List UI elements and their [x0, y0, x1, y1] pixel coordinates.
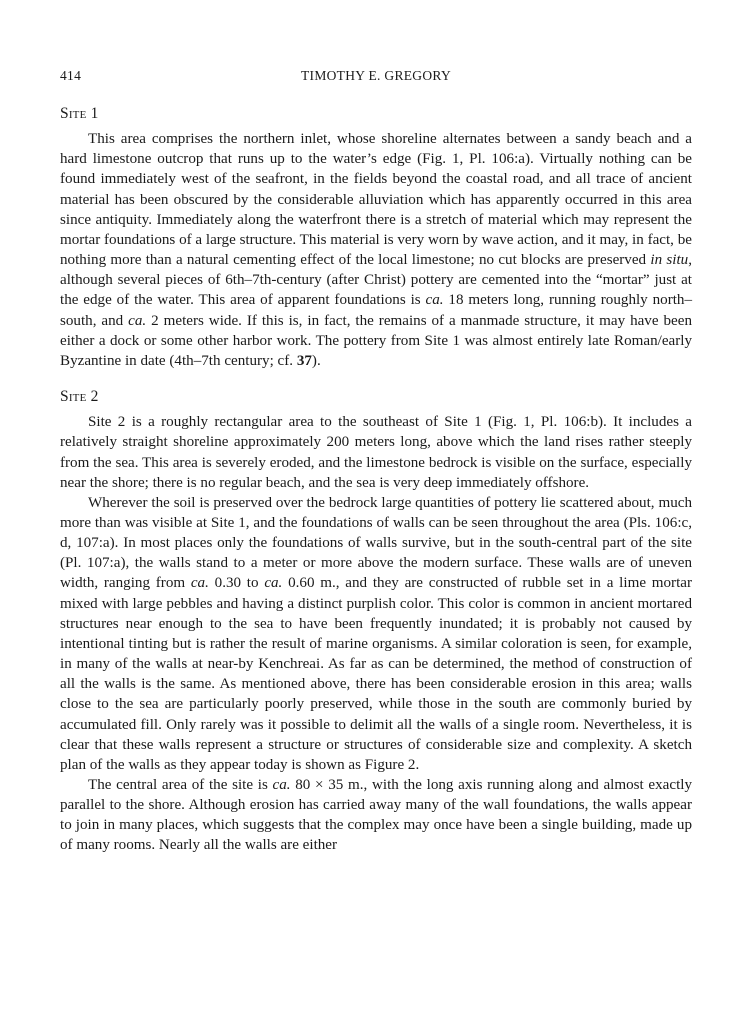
- section-heading-site-1: Site 1: [60, 105, 99, 122]
- text-run: ).: [311, 352, 321, 369]
- text-run: 18 meters long, running roughly north–south, and: [60, 292, 693, 329]
- text-run: 80 × 35 m., with the long axis running along and almost exactly parallel to the shore. Although erosion has carried away many of the wall foundations, the walls appear to join in many places, which suggests that the complex may once have been a single building, made up of many rooms. Nearly all the walls are either: [60, 777, 693, 854]
- text-run: 0.30 to: [208, 575, 265, 592]
- running-head: [60, 66, 692, 86]
- italic-run: in situ: [650, 252, 689, 269]
- section-gap: [60, 371, 692, 387]
- text-run: 2 meters wide. If this is, in fact, the remains of a manmade structure, it may have been either a dock or some other harbor work. The pottery from Site 1 was almost entirely late Roman/early Byzantine in date (4th–7th century; cf.: [60, 312, 692, 369]
- paragraph-site-2-1: Site 2 is a roughly rectangular area to the southeast of Site 1 (Fig. 1, Pl. 106:b). It includes a relatively straight shoreline approximately 200 meters long, above which the land rises rather steeply from the sea. This area is severely eroded, and the limestone bedrock is visible on the surface, especially near the shore; there is no regular beach, and the sea is very deep immediately offshore.: [60, 414, 692, 491]
- text-run: 0.60 m., and they are constructed of rubble set in a lime mortar mixed with large pebbles and having a distinct purplish color. This color is common in ancient mortared structures near enough to the sea to have been frequently inundated; it is probably not caused by intentional tinting but is rather the result of marine organisms. A similar coloration is seen, for example, in many of the walls at near-by Kenchreai. As far as can be determined, the method of construction of all the walls is the same. As mentioned above, there has been considerable erosion in this area; walls close to the sea are particularly poorly preserved, while those in the south are commonly buried by accumulated fill. Only rarely was it possible to delimit all the walls of a single room. Nevertheless, it is clear that these walls represent a structure or structures of considerable size and complexity. A sketch plan of the walls as they appear today is shown as Figure 2.: [60, 575, 692, 773]
- text-run: This area comprises the northern inlet, whose shoreline alternates between a sandy beach and a hard limestone outcrop that runs up to the water’s edge (Fig. 1, Pl. 106:a). Virtually nothing can be found immediately west of the seafront, in the fields beyond the coastal road, and all trace of ancient material has been obscured by the considerable alluviation which has apparently occurred in this area since antiquity. Immediately along the waterfront there is a stretch of material which may represent the mortar foundations of a large structure. This material is very worn by wave action, and it may, in fact, be nothing more than a natural cementing effect of the local limestone; no cut blocks are preserved: [60, 131, 692, 269]
- italic-run: ca.: [190, 575, 209, 592]
- page-number: 414: [60, 68, 82, 83]
- paragraph-site-1: [60, 129, 692, 371]
- italic-run: ca.: [272, 777, 291, 793]
- paragraph-site-2-2: [60, 493, 692, 775]
- italic-run: ca.: [264, 575, 283, 592]
- paragraph-site-2-3: [60, 775, 692, 856]
- section-heading-site-2: Site 2: [60, 388, 99, 406]
- italic-run: ca.: [425, 292, 444, 309]
- catalogue-reference: 37: [296, 352, 312, 369]
- text-run: Wherever the soil is preserved over the bedrock large quantities of pottery lie scattered about, much more than was visible at Site 1, and the foundations of walls can be seen throughout the area (Pls. 106:c, d, 107:a). In most places only the foundations of walls survive, but in the south-central part of the site (Pl. 107:a), the walls stand to a meter or more above the modern surface. These walls are of uneven width, ranging from: [60, 494, 692, 592]
- text-run: , although several pieces of 6th–7th-century (after Christ) pottery are cemented into the “mortar” just at the edge of the water. This area of apparent foundations is: [60, 252, 692, 309]
- running-head-author: TIMOTHY E. GREGORY: [300, 68, 452, 83]
- text-run: The central area of the site is: [88, 777, 273, 793]
- italic-run: ca.: [128, 312, 147, 329]
- body-text: [60, 104, 692, 856]
